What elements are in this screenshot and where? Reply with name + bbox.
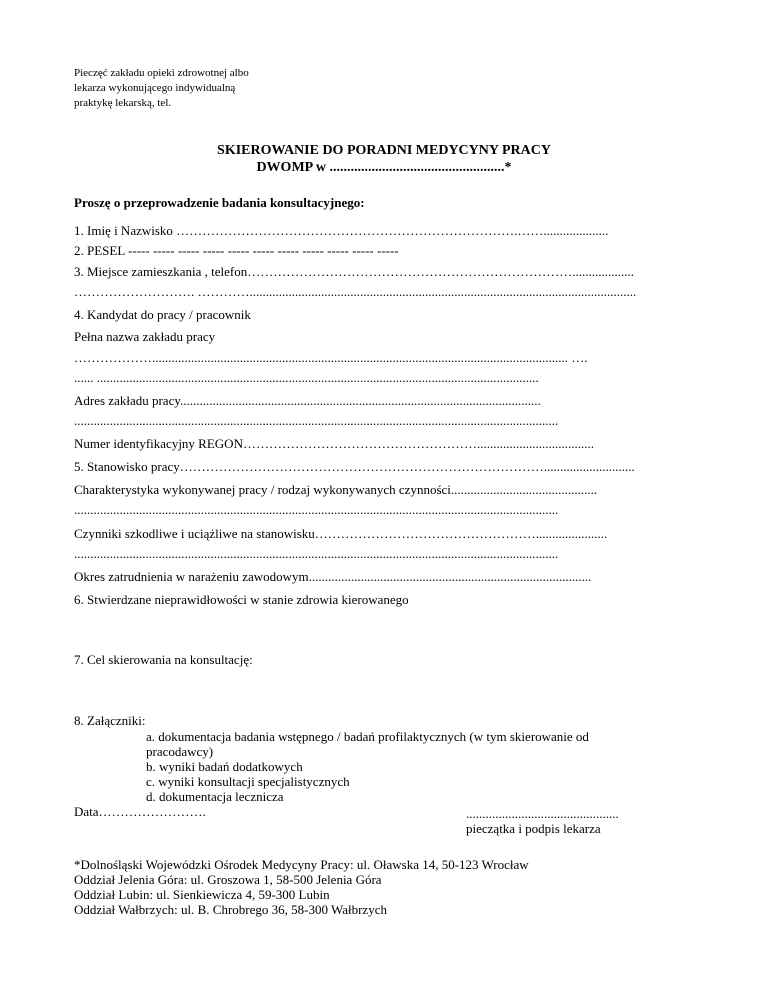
regon-field[interactable]: Numer identyfikacyjny REGON………………………………………………....................................	[74, 436, 594, 451]
company-address-field[interactable]: Adres zakładu pracy...............................................................................................................	[74, 393, 541, 408]
attachment-item-a: a. dokumentacja badania wstępnego / badań profilaktycznych (w tym skierowanie od	[146, 729, 589, 744]
work-characteristics-field[interactable]: Charakterystyka wykonywanej pracy / rodzaj wykonywanych czynności.............................................	[74, 482, 598, 497]
footer-line: Oddział Jelenia Góra: ul. Groszowa 1, 58-500 Jelenia Góra	[74, 872, 382, 887]
address-field[interactable]: 3. Miejsce zamieszkania , telefon…………………………………………………………………...................	[74, 264, 635, 279]
footer-line: *Dolnośląski Wojewódzki Ośrodek Medycyny Pracy: ul. Oławska 14, 50-123 Wrocław	[74, 857, 529, 872]
stamp-line: Pieczęć zakładu opieki zdrowotnej albo	[74, 67, 249, 79]
clinic-stamp-note	[74, 66, 249, 111]
health-issues-label: 6. Stwierdzane nieprawidłowości w stanie zdrowia kierowanego	[74, 592, 409, 607]
work-characteristics-field-continuation[interactable]: .....................................................................................................................................................	[74, 502, 559, 517]
referral-purpose-label: 7. Cel skierowania na konsultację:	[74, 652, 253, 667]
attachment-item-b: b. wyniki badań dodatkowych	[146, 759, 303, 774]
attachment-item-c: c. wyniki konsultacji specjalistycznych	[146, 774, 350, 789]
attachments-label: 8. Załączniki:	[74, 713, 146, 728]
position-field[interactable]: 5. Stanowisko pracy…………………………………………………………………………............................	[74, 459, 635, 474]
stamp-line: praktykę lekarską, tel.	[74, 97, 172, 109]
address-field-continuation[interactable]: ………………………. ………….......................................................................................................................	[74, 284, 637, 299]
company-name-field-continuation[interactable]: ...... ........................................................................................................................................	[74, 370, 539, 385]
stamp-line: lekarza wykonującego indywidualną	[74, 82, 236, 94]
hazards-field-continuation[interactable]: .....................................................................................................................................................	[74, 546, 559, 561]
candidate-label: 4. Kandydat do pracy / pracownik	[74, 307, 251, 322]
signature-label: pieczątka i podpis lekarza	[466, 821, 601, 836]
company-name-label: Pełna nazwa zakładu pracy	[74, 329, 216, 344]
signature-line[interactable]: ...............................................	[466, 806, 619, 821]
date-field[interactable]: Data…………………….	[74, 804, 206, 819]
company-address-field-continuation[interactable]: .....................................................................................................................................................	[74, 413, 559, 428]
footer-addresses	[74, 857, 529, 917]
document-title: SKIEROWANIE DO PORADNI MEDYCYNY PRACY	[217, 143, 551, 158]
request-heading: Proszę o przeprowadzenie badania konsultacyjnego:	[74, 195, 365, 210]
document-subtitle: DWOMP w ..................................................*	[256, 160, 512, 175]
attachment-item-d: d. dokumentacja lecznicza	[146, 789, 284, 804]
company-name-field[interactable]: ………………................................................................................................................................ ….	[74, 350, 588, 365]
attachment-item-a-continuation: pracodawcy)	[146, 744, 214, 759]
exposure-period-field[interactable]: Okres zatrudnienia w narażeniu zawodowym.......................................................................................	[74, 569, 592, 584]
name-field[interactable]: 1. Imię i Nazwisko …………………………………………………………………….……....................	[74, 223, 609, 238]
footer-line: Oddział Lubin: ul. Sienkiewicza 4, 59-300 Lubin	[74, 887, 330, 902]
hazards-field[interactable]: Czynniki szkodliwe i uciążliwe na stanowisku……………………………………………......................	[74, 526, 608, 541]
footer-line: Oddział Wałbrzych: ul. B. Chrobrego 36, 58-300 Wałbrzych	[74, 902, 387, 917]
pesel-field[interactable]: 2. PESEL ----- ----- ----- ----- ----- ----- ----- ----- ----- ----- -----	[74, 243, 399, 258]
